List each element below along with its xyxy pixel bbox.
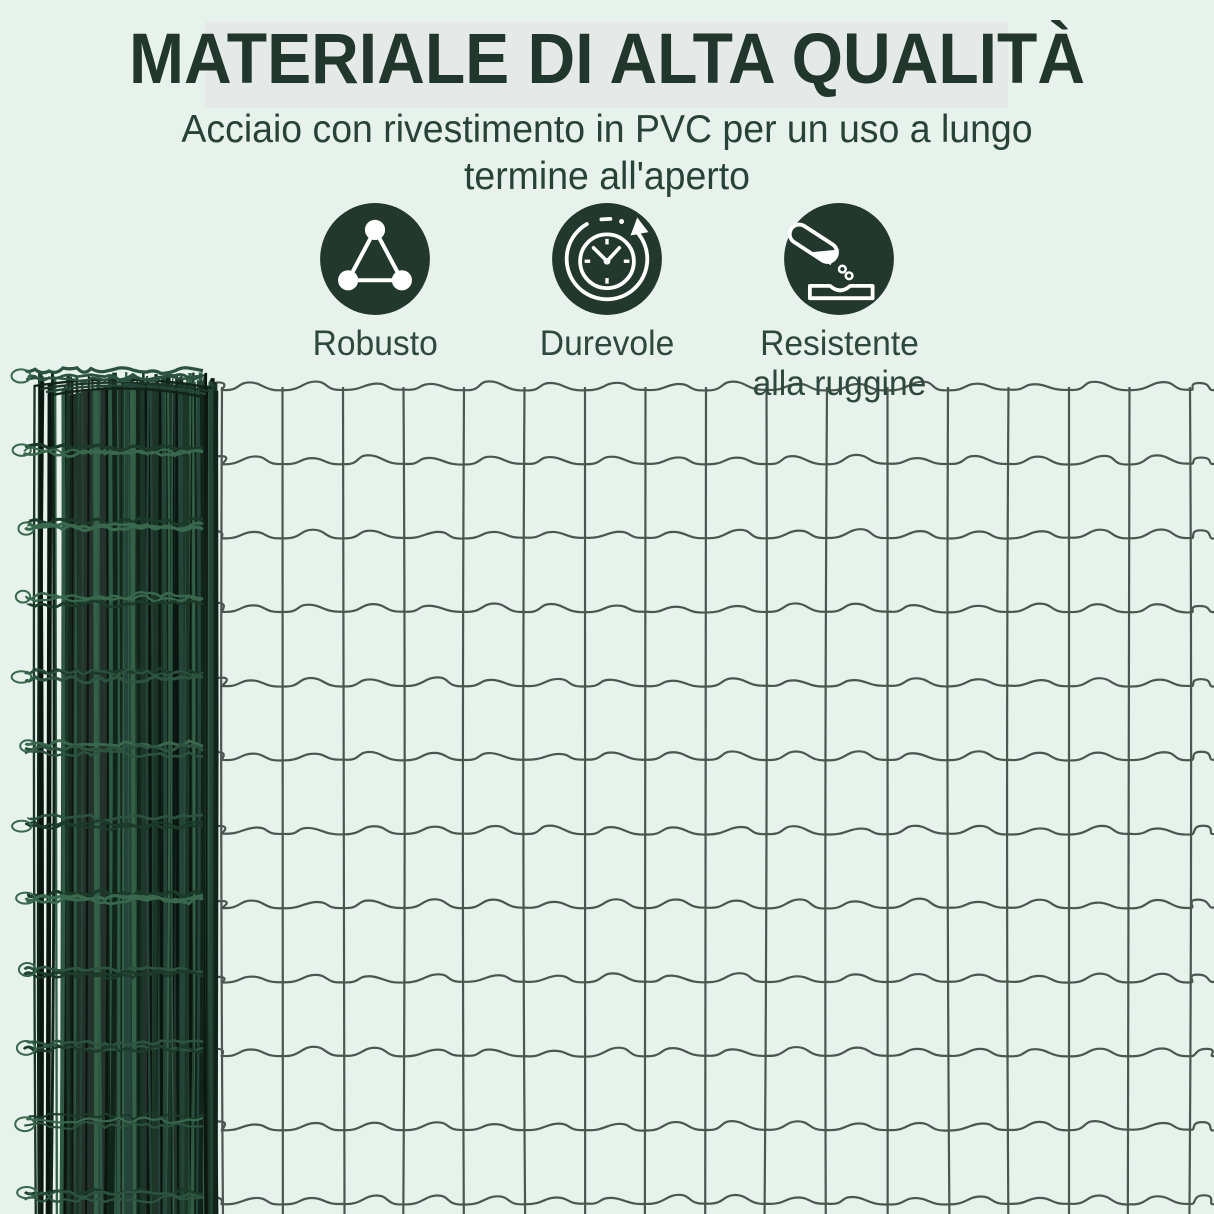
subtitle-line-1: Acciaio con rivestimento in PVC per un uso a lungo — [181, 108, 1033, 151]
feature-label: Resistente alla ruggine — [752, 324, 926, 403]
feature-rust — [723, 202, 955, 404]
rust-resistance-icon — [783, 202, 895, 316]
subtitle — [24, 106, 1189, 200]
feature-label: Durevole — [539, 324, 675, 363]
feature-list — [0, 202, 1214, 404]
feature-robust — [259, 202, 491, 364]
page-title: MATERIALE DI ALTA QUALITÀ — [128, 20, 1086, 99]
triangle-nodes-icon — [319, 202, 431, 316]
feature-label: Robusto — [312, 324, 438, 363]
subtitle-line-2: termine all'aperto — [463, 155, 751, 198]
feature-durable — [491, 202, 723, 364]
clock-refresh-icon — [551, 202, 663, 316]
